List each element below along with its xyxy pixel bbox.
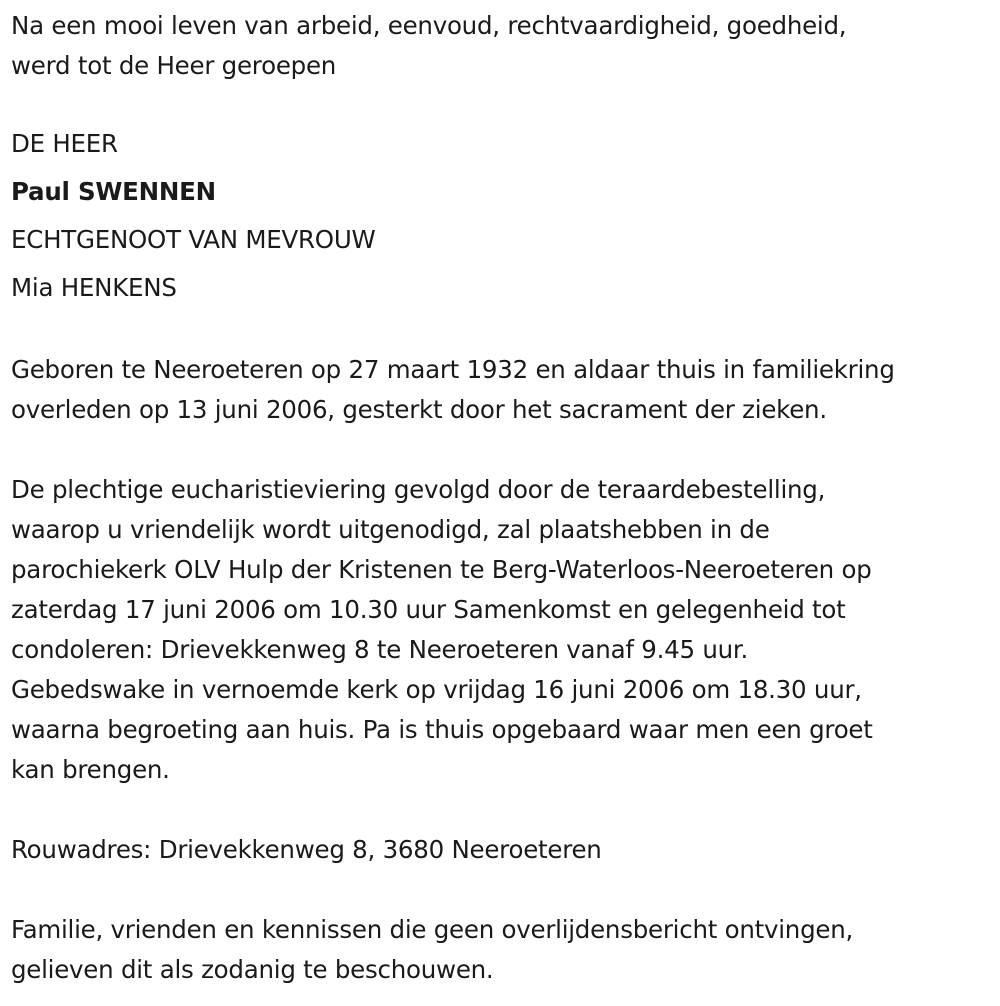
intro-paragraph: [11, 6, 990, 86]
deceased-name: Paul SWENNEN: [11, 177, 216, 206]
deceased-block: [11, 120, 990, 312]
closing-line-1: Familie, vrienden en kennissen die geen overlijdensbericht ontvingen,: [11, 915, 854, 944]
ceremony-line: parochiekerk OLV Hulp der Kristenen te Berg-Waterloos-Neeroeteren op: [11, 555, 872, 584]
closing-paragraph: [11, 910, 990, 990]
ceremony-line: Gebedswake in vernoemde kerk op vrijdag 16 juni 2006 om 18.30 uur,: [11, 675, 862, 704]
ceremony-line: kan brengen.: [11, 755, 170, 784]
ceremony-line: waarop u vriendelijk wordt uitgenodigd, zal plaatshebben in de: [11, 515, 770, 544]
birth-death-line-2: overleden op 13 juni 2006, gesterkt door het sacrament der zieken.: [11, 395, 827, 424]
birth-death-paragraph: [11, 350, 990, 430]
spacer: [11, 790, 990, 830]
deceased-relation: ECHTGENOOT VAN MEVROUW: [11, 225, 376, 254]
funeral-address: Rouwadres: Drievekkenweg 8, 3680 Neeroeteren: [11, 835, 602, 864]
intro-line-1: Na een mooi leven van arbeid, eenvoud, rechtvaardigheid, goedheid,: [11, 11, 847, 40]
spacer: [11, 312, 990, 350]
ceremony-line: condoleren: Drievekkenweg 8 te Neeroeteren vanaf 9.45 uur.: [11, 635, 749, 664]
ceremony-line: De plechtige eucharistieviering gevolgd door de teraardebestelling,: [11, 475, 826, 504]
deceased-title: DE HEER: [11, 129, 118, 158]
birth-death-line-1: Geboren te Neeroeteren op 27 maart 1932 en aldaar thuis in familiekring: [11, 355, 895, 384]
ceremony-line: zaterdag 17 juni 2006 om 10.30 uur Samenkomst en gelegenheid tot: [11, 595, 846, 624]
closing-line-2: gelieven dit als zodanig te beschouwen.: [11, 955, 494, 984]
ceremony-line: waarna begroeting aan huis. Pa is thuis opgebaard waar men een groet: [11, 715, 873, 744]
spouse-name: Mia HENKENS: [11, 273, 177, 302]
ceremony-paragraph: [11, 470, 990, 790]
intro-line-2: werd tot de Heer geroepen: [11, 51, 337, 80]
spacer: [11, 430, 990, 470]
spacer: [11, 870, 990, 910]
